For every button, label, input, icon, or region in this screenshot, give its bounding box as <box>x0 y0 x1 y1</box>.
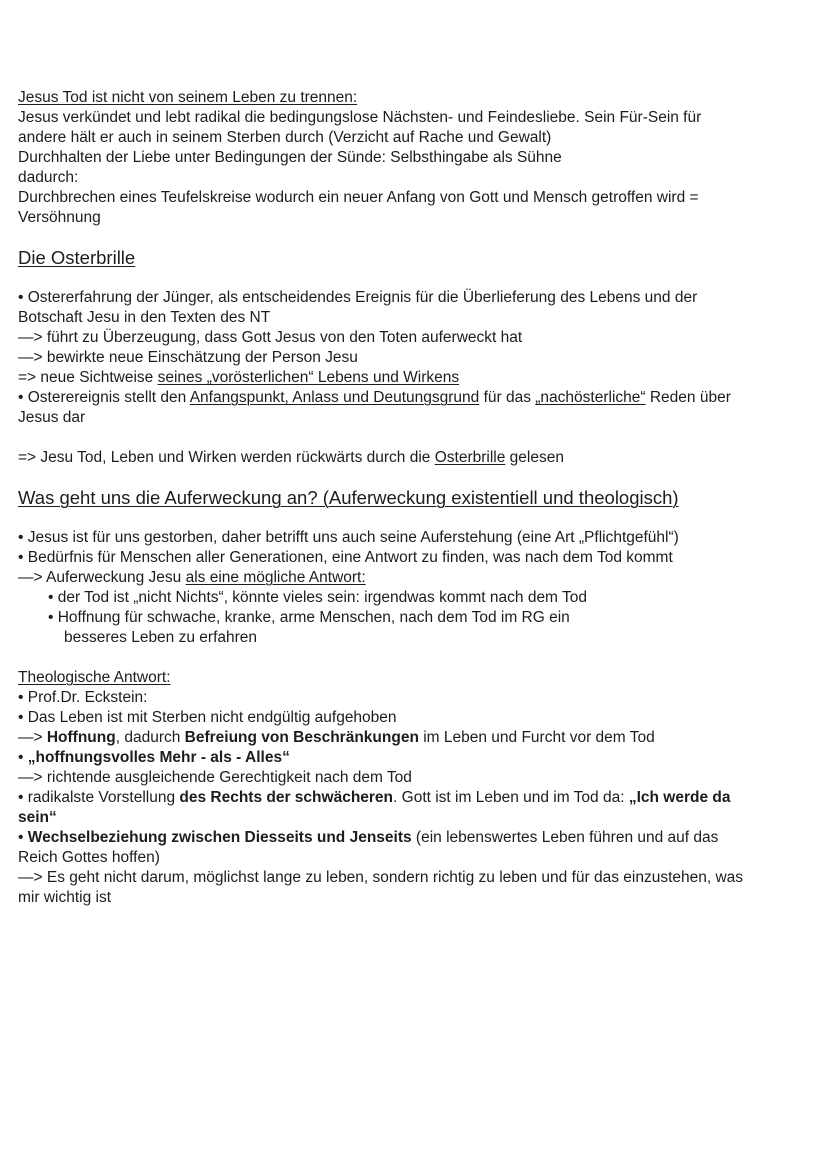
bold-span: „Ich werde da <box>628 789 731 806</box>
bullet-line <box>18 748 818 768</box>
text-span: (ein lebenswertes Leben führen und auf das <box>411 829 719 846</box>
text-span: . Gott ist im Leben und im Tod da: <box>393 789 629 806</box>
bold-span: des Rechts der schwächeren <box>179 789 394 806</box>
section-title-osterbrille: Die Osterbrille <box>18 247 136 268</box>
sub-bullet-line: • Hoffnung für schwache, kranke, arme Menschen, nach dem Tod im RG ein <box>48 609 570 626</box>
bullet-line: • Prof.Dr. Eckstein: <box>18 689 148 706</box>
sub-bullet-line: • der Tod ist „nicht Nichts“, könnte vieles sein: irgendwas kommt nach dem Tod <box>48 589 587 606</box>
text-line: Durchhalten der Liebe unter Bedingungen der Sünde: Selbsthingabe als Sühne <box>18 149 562 166</box>
text-line: andere hält er auch in seinem Sterben durch (Verzicht auf Rache und Gewalt) <box>18 129 552 146</box>
sub-bullet-continuation: besseres Leben zu erfahren <box>64 629 258 646</box>
arrow-line <box>18 368 818 388</box>
bullet-line: • Ostererfahrung der Jünger, als entscheidendes Ereignis für die Überlieferung des Lebens und der <box>18 289 698 306</box>
text-span: Reden über <box>645 389 731 406</box>
text-span: • <box>18 829 28 846</box>
underlined-span: als eine mögliche Antwort: <box>185 569 366 586</box>
text-span: , dadurch <box>115 729 185 746</box>
text-line: Jesus dar <box>18 409 86 426</box>
bullet-line <box>18 828 818 848</box>
text-span: —> Auferweckung Jesu <box>18 569 186 586</box>
text-span: => neue Sichtweise <box>18 369 158 386</box>
blank-line <box>18 468 818 488</box>
text-span: • radikalste Vorstellung <box>18 789 180 806</box>
arrow-line <box>18 568 818 588</box>
blank-line <box>18 648 818 668</box>
underlined-span: Anfangspunkt, Anlass und Deutungsgrund <box>189 389 480 406</box>
section-title-auferweckung: Was geht uns die Auferweckung an? (Auferweckung existentiell und theologisch) <box>18 487 679 508</box>
text-line: dadurch: <box>18 169 79 186</box>
text-line: Jesus verkündet und lebt radikal die bedingungslose Nächsten- und Feindesliebe. Sein Für-Sein für <box>18 109 702 126</box>
text-line: Reich Gottes hoffen) <box>18 849 160 866</box>
arrow-line: —> bewirkte neue Einschätzung der Person Jesu <box>18 349 358 366</box>
bold-span: Befreiung von Beschränkungen <box>184 729 419 746</box>
arrow-line <box>18 728 818 748</box>
underlined-span: „nachösterliche“ <box>535 389 646 406</box>
bullet-line: • Bedürfnis für Menschen aller Generationen, eine Antwort zu finden, was nach dem Tod kommt <box>18 549 673 566</box>
text-span: —> <box>18 729 47 746</box>
arrow-line: —> führt zu Überzeugung, dass Gott Jesus von den Toten auferweckt hat <box>18 329 523 346</box>
text-span: • <box>18 749 28 766</box>
text-span: im Leben und Furcht vor dem Tod <box>418 729 655 746</box>
text-line: mir wichtig ist <box>18 889 112 906</box>
section-heading-tod-leben: Jesus Tod ist nicht von seinem Leben zu trennen: <box>18 89 358 106</box>
text-line: Versöhnung <box>18 209 101 226</box>
bullet-line <box>18 788 818 808</box>
blank-line <box>18 428 818 448</box>
text-line: Botschaft Jesu in den Texten des NT <box>18 309 271 326</box>
bullet-line: • Das Leben ist mit Sterben nicht endgültig aufgehoben <box>18 709 397 726</box>
underlined-span: seines „vorösterlichen“ Lebens und Wirkens <box>157 369 460 386</box>
text-span: • Osterereignis stellt den <box>18 389 190 406</box>
notes-page <box>18 88 818 908</box>
bullet-line <box>18 388 818 408</box>
text-line: Durchbrechen eines Teufelskreise wodurch ein neuer Anfang von Gott und Mensch getroffen wird = <box>18 189 699 206</box>
bullet-line: • Jesus ist für uns gestorben, daher betrifft uns auch seine Auferstehung (eine Art „Pflichtgefühl“) <box>18 529 679 546</box>
bold-span: Hoffnung <box>46 729 116 746</box>
underlined-span: Osterbrille <box>434 449 506 466</box>
arrow-line: —> Es geht nicht darum, möglichst lange zu leben, sondern richtig zu leben und für das einzustehen, was <box>18 869 744 886</box>
bold-span: „hoffnungsvolles Mehr - als - Alles“ <box>27 749 290 766</box>
text-span: => Jesu Tod, Leben und Wirken werden rückwärts durch die <box>18 449 435 466</box>
text-span: gelesen <box>505 449 564 466</box>
blank-line <box>18 268 818 288</box>
section-heading-theologische-antwort: Theologische Antwort: <box>18 669 171 686</box>
arrow-line: —> richtende ausgleichende Gerechtigkeit nach dem Tod <box>18 769 412 786</box>
bold-continuation-line: sein“ <box>18 809 57 826</box>
conclusion-line <box>18 448 818 468</box>
text-span: für das <box>479 389 536 406</box>
bold-span: Wechselbeziehung zwischen Diesseits und Jenseits <box>27 829 412 846</box>
blank-line <box>18 508 818 528</box>
blank-line <box>18 228 818 248</box>
